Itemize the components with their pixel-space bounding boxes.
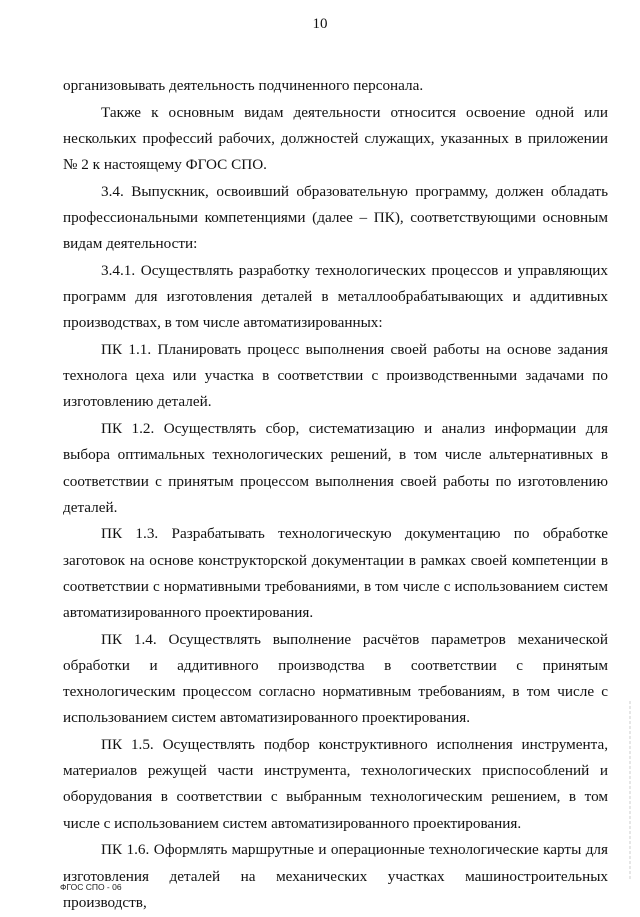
paragraph-pk-1-5: ПК 1.5. Осуществлять подбор конструктивного исполнения инструмента, материалов режущей части инструмента, технологических приспособлений и оборудования в соответствии с выбранным технологическим решением, в том числе с использованием систем автоматизированного проектирования. <box>63 736 608 832</box>
paragraph-3-4-1: 3.4.1. Осуществлять разработку технологических процессов и управляющих программ для изготовления деталей в металлообрабатывающих и аддитивных производствах, в том числе автоматизированных: <box>63 261 608 332</box>
page-number: 10 <box>312 16 328 32</box>
paragraph-3-4: 3.4. Выпускник, освоивший образовательную программу, должен обладать профессиональными компетенциями (далее – ПК), соответствующими основным видам деятельности: <box>63 182 608 253</box>
scan-edge-dots <box>629 700 631 880</box>
paragraph-activities: Также к основным видам деятельности относится освоение одной или нескольких профессий рабочих, должностей служащих, указанных в приложении № 2 к настоящему ФГОС СПО. <box>63 103 608 174</box>
paragraph-pk-1-3: ПК 1.3. Разрабатывать технологическую документацию по обработке заготовок на основе конструкторской документации в рамках своей компетенции в соответствии с нормативными требованиями, в том числе с использованием систем автоматизированного проектирования. <box>63 525 608 622</box>
footer-label: ФГОС СПО - 06 <box>60 882 122 892</box>
paragraph-pk-1-2: ПК 1.2. Осуществлять сбор, систематизацию и анализ информации для выбора оптимальных технологических решений, в том числе альтернативных в соответствии с принятым процессом выполнения своей работы по изготовлению деталей. <box>63 420 608 516</box>
paragraph-pk-1-4: ПК 1.4. Осуществлять выполнение расчётов параметров механической обработки и аддитивного производства в соответствии с принятым технологическим процессом согласно нормативным требованиям, в том числе с использованием систем автоматизированного проектирования. <box>63 630 608 727</box>
paragraph-pk-1-6: ПК 1.6. Оформлять маршрутные и операционные технологические карты для изготовления деталей на механических участках машиностроительных производств, <box>63 841 608 911</box>
paragraph-continued: организовывать деятельность подчиненного персонала. <box>63 77 424 94</box>
paragraph-pk-1-1: ПК 1.1. Планировать процесс выполнения своей работы на основе задания технолога цеха или участка в соответствии с производственными задачами по изготовлению деталей. <box>63 341 608 411</box>
document-body <box>63 73 608 917</box>
